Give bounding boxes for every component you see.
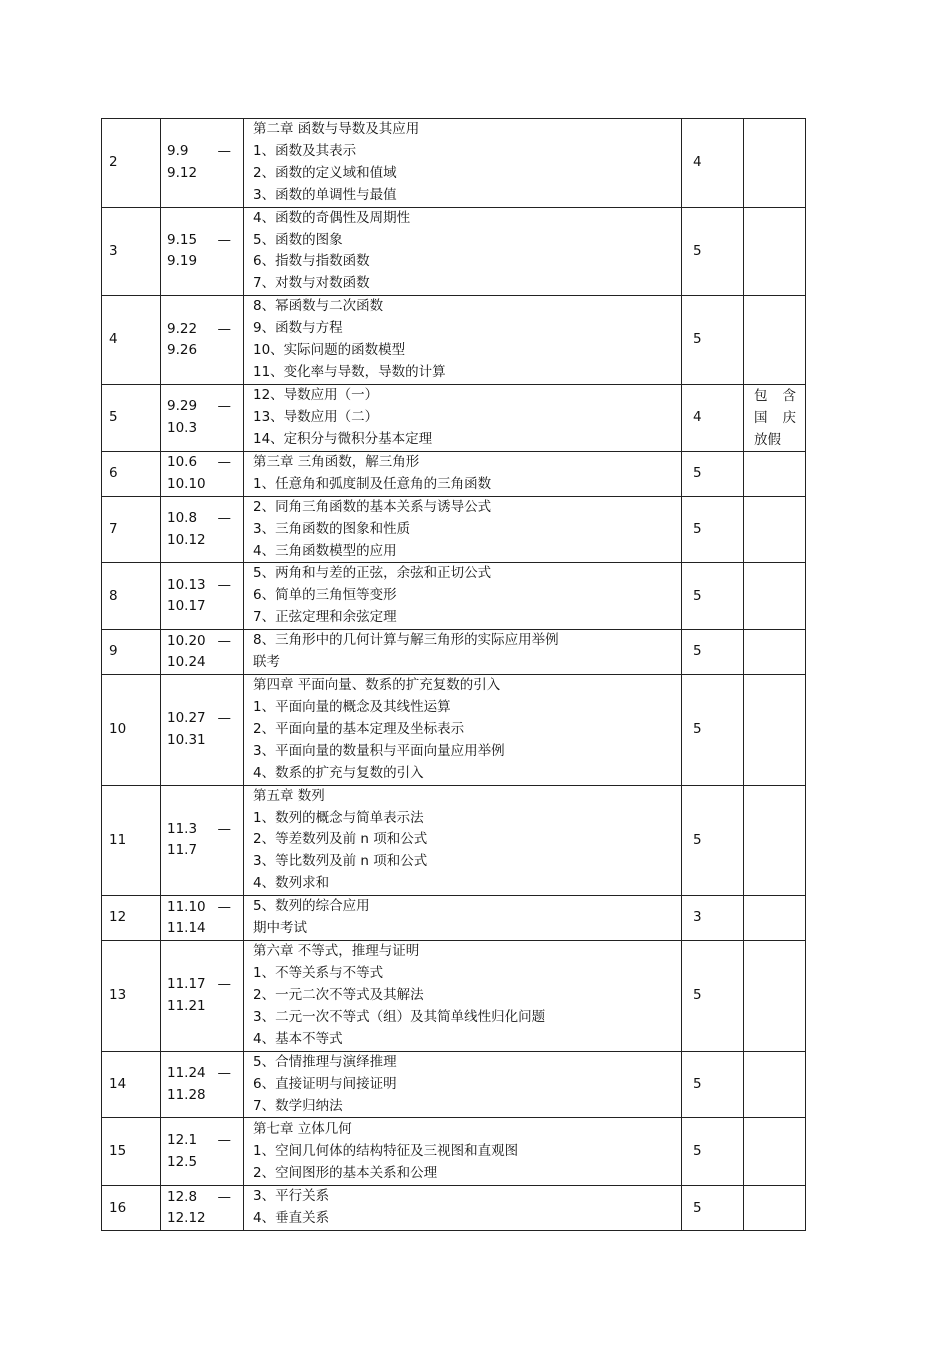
note-cell: [744, 451, 806, 496]
week-cell: [102, 496, 161, 563]
content-line: 5、两角和与差的正弦，余弦和正切公式: [253, 565, 492, 582]
content-line: 10、实际问题的函数模型: [253, 342, 406, 359]
date-cell: [161, 451, 244, 496]
date-end-line: [167, 652, 243, 674]
hours-cell: [682, 675, 744, 786]
date-start: 10.27: [167, 710, 206, 727]
hours-value: 5: [693, 643, 702, 660]
date-dash: —: [217, 510, 231, 527]
note-cell: [744, 1118, 806, 1186]
date-start-line: [167, 508, 243, 530]
hours-value: 5: [693, 831, 702, 848]
week-cell: [102, 207, 161, 296]
date-start-line: [167, 575, 243, 597]
content-line: 5、合情推理与演绎推理: [253, 1053, 397, 1070]
hours-value: 5: [693, 242, 702, 259]
content-cell: [244, 563, 682, 630]
content-line: 3、等比数列及前 n 项和公式: [253, 853, 428, 870]
content-line: 6、简单的三角恒等变形: [253, 587, 397, 604]
content-line: 11、变化率与导数，导数的计算: [253, 363, 446, 380]
hours-cell: [682, 496, 744, 563]
date-end: 9.12: [167, 164, 198, 181]
content-line: 3、三角函数的图象和性质: [253, 520, 411, 537]
date-end-line: [167, 340, 243, 362]
date-start-line: [167, 974, 243, 996]
hours-cell: [682, 296, 744, 385]
date-start: 9.15: [167, 231, 198, 248]
date-start-line: [167, 1063, 243, 1085]
table-row: [102, 1118, 806, 1186]
schedule-table: [101, 118, 806, 1231]
date-start-line: [167, 819, 243, 841]
note-cell: [744, 384, 806, 451]
hours-cell: [682, 1186, 744, 1231]
week-cell: [102, 1186, 161, 1231]
content-cell: [244, 296, 682, 385]
content-line: 1、数列的概念与简单表示法: [253, 809, 424, 826]
week-number: 7: [109, 520, 118, 537]
hours-value: 5: [693, 520, 702, 537]
hours-cell: [682, 896, 744, 941]
content-line: 2、平面向量的基本定理及坐标表示: [253, 720, 465, 737]
date-start: 9.29: [167, 398, 198, 415]
content-line: 2、等差数列及前 n 项和公式: [253, 831, 428, 848]
hours-cell: [682, 1118, 744, 1186]
hours-cell: [682, 941, 744, 1052]
week-cell: [102, 384, 161, 451]
content-line: 2、一元二次不等式及其解法: [253, 987, 424, 1003]
content-line: 1、任意角和弧度制及任意角的三角函数: [253, 475, 492, 492]
date-start: 10.13: [167, 576, 206, 593]
week-number: 12: [109, 909, 127, 926]
week-number: 11: [109, 831, 127, 848]
content-line: 期中考试: [253, 920, 307, 937]
hours-value: 5: [693, 721, 702, 738]
content-cell: [244, 785, 682, 896]
note-cell: [744, 630, 806, 675]
date-start: 11.17: [167, 976, 206, 993]
table-row: [102, 119, 806, 208]
content-cell: [244, 451, 682, 496]
date-cell: [161, 207, 244, 296]
date-end: 10.17: [167, 598, 206, 615]
week-number: 4: [109, 331, 118, 348]
hours-value: 5: [693, 987, 702, 1004]
content-line: 第三章 三角函数，解三角形: [253, 453, 420, 470]
date-cell: [161, 384, 244, 451]
hours-value: 4: [693, 409, 702, 426]
schedule-table-body: [102, 119, 806, 1231]
date-dash: —: [217, 143, 231, 160]
note-char: 庆: [782, 409, 796, 426]
hours-cell: [682, 563, 744, 630]
hours-value: 3: [693, 909, 702, 926]
date-start: 11.24: [167, 1065, 206, 1082]
week-cell: [102, 296, 161, 385]
date-end: 12.5: [167, 1153, 198, 1170]
date-dash: —: [217, 320, 231, 337]
note-cell: [744, 675, 806, 786]
content-line: 3、平面向量的数量积与平面向量应用举例: [253, 742, 505, 759]
content-line: 12、导数应用（一）: [253, 387, 379, 404]
table-row: [102, 451, 806, 496]
table-row: [102, 1186, 806, 1231]
date-start: 10.8: [167, 510, 198, 527]
date-start-line: [167, 396, 243, 418]
note-cell: [744, 207, 806, 296]
content-line: 1、空间几何体的结构特征及三视图和直观图: [253, 1142, 519, 1159]
content-cell: [244, 496, 682, 563]
table-row: [102, 563, 806, 630]
date-start: 10.6: [167, 454, 198, 471]
table-row: [102, 675, 806, 786]
date-start: 9.9: [167, 143, 189, 160]
week-number: 3: [109, 242, 118, 259]
table-row: [102, 296, 806, 385]
week-number: 2: [109, 154, 118, 171]
week-cell: [102, 675, 161, 786]
date-cell: [161, 785, 244, 896]
date-end: 10.10: [167, 475, 206, 492]
note-line: [754, 429, 796, 451]
date-end-line: [167, 1085, 243, 1107]
date-start-line: [167, 230, 243, 252]
note-cell: [744, 496, 806, 563]
date-start: 12.1: [167, 1132, 198, 1149]
content-cell: [244, 675, 682, 786]
content-line: 5、数列的综合应用: [253, 898, 370, 915]
date-dash: —: [217, 454, 231, 471]
content-line: 4、三角函数模型的应用: [253, 542, 397, 559]
week-cell: [102, 896, 161, 941]
week-number: 5: [109, 409, 118, 426]
date-start: 9.22: [167, 320, 198, 337]
date-cell: [161, 296, 244, 385]
note-cell: [744, 896, 806, 941]
date-dash: —: [217, 1065, 231, 1082]
date-end-line: [167, 996, 243, 1018]
content-line: 4、垂直关系: [253, 1210, 330, 1227]
content-cell: [244, 384, 682, 451]
hours-value: 5: [693, 1075, 702, 1092]
content-line: 联考: [253, 654, 280, 671]
date-dash: —: [217, 632, 231, 649]
content-cell: [244, 119, 682, 208]
hours-cell: [682, 630, 744, 675]
content-line: 3、函数的单调性与最值: [253, 186, 397, 203]
content-line: 4、数系的扩充与复数的引入: [253, 764, 424, 781]
date-start-line: [167, 897, 243, 919]
date-end-line: [167, 840, 243, 862]
content-line: 7、对数与对数函数: [253, 275, 370, 292]
date-end-line: [167, 730, 243, 752]
week-cell: [102, 1051, 161, 1118]
hours-cell: [682, 1051, 744, 1118]
content-line: 第五章 数列: [253, 787, 325, 804]
date-end: 11.7: [167, 842, 198, 859]
date-start-line: [167, 631, 243, 653]
date-end: 11.14: [167, 920, 206, 937]
date-end: 12.12: [167, 1210, 206, 1227]
note-cell: [744, 785, 806, 896]
date-end-line: [167, 474, 243, 496]
content-line: 9、函数与方程: [253, 320, 343, 337]
date-end: 9.19: [167, 253, 198, 270]
date-dash: —: [217, 820, 231, 837]
date-dash: —: [217, 398, 231, 415]
content-line: 第四章 平面向量、数系的扩充复数的引入: [253, 677, 501, 694]
table-row: [102, 941, 806, 1052]
content-line: 1、平面向量的概念及其线性运算: [253, 699, 451, 716]
content-cell: [244, 207, 682, 296]
content-line: 1、函数及其表示: [253, 142, 357, 159]
date-end-line: [167, 530, 243, 552]
content-line: 2、函数的定义域和值域: [253, 164, 397, 181]
date-cell: [161, 675, 244, 786]
content-cell: [244, 1051, 682, 1118]
hours-cell: [682, 451, 744, 496]
date-dash: —: [217, 898, 231, 915]
week-number: 6: [109, 465, 118, 482]
date-start-line: [167, 319, 243, 341]
hours-cell: [682, 384, 744, 451]
date-end: 11.21: [167, 997, 206, 1014]
hours-value: 4: [693, 154, 702, 171]
week-cell: [102, 785, 161, 896]
table-row: [102, 630, 806, 675]
note-char: 放假: [754, 431, 781, 448]
note-cell: [744, 563, 806, 630]
date-dash: —: [217, 1132, 231, 1149]
content-line: 4、基本不等式: [253, 1030, 343, 1047]
week-number: 9: [109, 643, 118, 660]
hours-value: 5: [693, 465, 702, 482]
content-line: 14、定积分与微积分基本定理: [253, 430, 433, 447]
table-row: [102, 896, 806, 941]
hours-value: 5: [693, 1199, 702, 1216]
date-end-line: [167, 1152, 243, 1174]
note-line: [754, 385, 796, 407]
date-cell: [161, 563, 244, 630]
week-number: 14: [109, 1075, 127, 1092]
content-line: 13、导数应用（二）: [253, 408, 379, 425]
content-line: 7、正弦定理和余弦定理: [253, 609, 397, 626]
date-cell: [161, 896, 244, 941]
date-dash: —: [217, 710, 231, 727]
date-start: 11.10: [167, 898, 206, 915]
note-cell: [744, 119, 806, 208]
date-end: 10.24: [167, 654, 206, 671]
content-line: 1、不等关系与不等式: [253, 965, 384, 982]
date-end-line: [167, 163, 243, 185]
hours-value: 5: [693, 1143, 702, 1160]
hours-cell: [682, 119, 744, 208]
date-end-line: [167, 1208, 243, 1230]
content-line: 5、函数的图象: [253, 231, 343, 248]
note-cell: [744, 941, 806, 1052]
content-line: 第六章 不等式，推理与证明: [253, 943, 420, 960]
date-cell: [161, 630, 244, 675]
week-cell: [102, 630, 161, 675]
date-start-line: [167, 1187, 243, 1209]
date-cell: [161, 119, 244, 208]
note-cell: [744, 1186, 806, 1231]
note-char: 国: [754, 409, 768, 426]
date-start: 10.20: [167, 632, 206, 649]
content-line: 7、数学归纳法: [253, 1097, 343, 1114]
hours-cell: [682, 207, 744, 296]
note-line: [754, 407, 796, 429]
date-dash: —: [217, 976, 231, 993]
content-line: 4、函数的奇偶性及周期性: [253, 209, 411, 226]
table-row: [102, 207, 806, 296]
content-line: 4、数列求和: [253, 875, 330, 892]
date-end-line: [167, 918, 243, 940]
content-line: 6、直接证明与间接证明: [253, 1075, 397, 1092]
date-start-line: [167, 452, 243, 474]
note-cell: [744, 296, 806, 385]
date-dash: —: [217, 231, 231, 248]
content-line: 3、平行关系: [253, 1188, 330, 1205]
table-row: [102, 785, 806, 896]
table-row: [102, 496, 806, 563]
date-end-line: [167, 418, 243, 440]
date-cell: [161, 1186, 244, 1231]
content-line: 8、幂函数与二次函数: [253, 298, 384, 315]
content-cell: [244, 1186, 682, 1231]
date-start-line: [167, 708, 243, 730]
note-char: 包: [754, 387, 768, 404]
content-line: 第二章 函数与导数及其应用: [253, 121, 420, 137]
note-char: 含: [782, 387, 796, 404]
date-start: 11.3: [167, 820, 198, 837]
week-cell: [102, 1118, 161, 1186]
date-end: 11.28: [167, 1086, 206, 1103]
hours-value: 5: [693, 331, 702, 348]
week-cell: [102, 941, 161, 1052]
content-line: 2、同角三角函数的基本关系与诱导公式: [253, 498, 492, 515]
week-number: 8: [109, 587, 118, 604]
content-cell: [244, 896, 682, 941]
hours-value: 5: [693, 587, 702, 604]
date-dash: —: [217, 1188, 231, 1205]
week-number: 13: [109, 987, 127, 1004]
date-start-line: [167, 141, 243, 163]
date-end: 9.26: [167, 342, 198, 359]
week-number: 10: [109, 721, 127, 738]
date-end-line: [167, 596, 243, 618]
date-dash: —: [217, 576, 231, 593]
note-cell: [744, 1051, 806, 1118]
date-end-line: [167, 251, 243, 273]
date-end: 10.12: [167, 531, 206, 548]
table-row: [102, 1051, 806, 1118]
week-cell: [102, 563, 161, 630]
date-cell: [161, 941, 244, 1052]
content-line: 第七章 立体几何: [253, 1121, 352, 1138]
week-number: 16: [109, 1199, 127, 1216]
content-line: 6、指数与指数函数: [253, 253, 370, 270]
date-cell: [161, 496, 244, 563]
hours-cell: [682, 785, 744, 896]
table-row: [102, 384, 806, 451]
content-line: 2、空间图形的基本关系和公理: [253, 1164, 438, 1181]
date-end: 10.3: [167, 419, 198, 436]
content-cell: [244, 630, 682, 675]
date-start: 12.8: [167, 1188, 198, 1205]
content-cell: [244, 1118, 682, 1186]
content-cell: [244, 941, 682, 1052]
week-cell: [102, 119, 161, 208]
content-line: 8、三角形中的几何计算与解三角形的实际应用举例: [253, 632, 559, 649]
date-end: 10.31: [167, 731, 206, 748]
date-cell: [161, 1051, 244, 1118]
content-line: 3、二元一次不等式（组）及其简单线性归化问题: [253, 1008, 546, 1025]
week-number: 15: [109, 1143, 127, 1160]
week-cell: [102, 451, 161, 496]
date-cell: [161, 1118, 244, 1186]
date-start-line: [167, 1130, 243, 1152]
